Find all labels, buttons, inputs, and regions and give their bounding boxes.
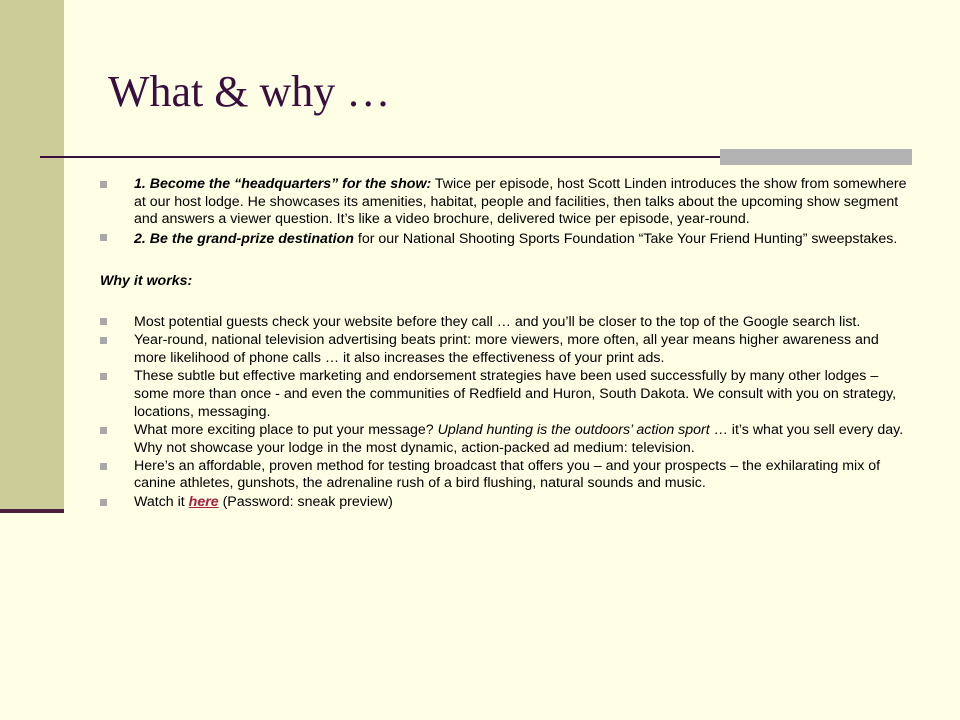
what-list: [100, 176, 912, 249]
left-decor-rule: [0, 509, 64, 513]
list-item: [100, 332, 912, 367]
item-text: Twice per episode, host Scott Linden introduces the show from somewhere at our host lodge. He showcases its amenities, habitat, people and facilities, then talks about the upcoming show segment and answers a viewer question. It’s like a video brochure, delivered twice per episode, year-round.: [134, 176, 907, 228]
list-item: [100, 368, 912, 421]
list-item: [100, 422, 912, 457]
item-lead: 2. Be the grand-prize destination: [134, 231, 354, 248]
slide-title: What & why …: [108, 67, 391, 116]
list-item: [100, 176, 912, 229]
item-text: These subtle but effective marketing and endorsement strategies have been used successfully by many other lodges – some more than once - and even the communities of Redfield and Huron, South Dakota. We consult with you on strategy, locations, messaging.: [134, 368, 897, 420]
item-lead: 1. Become the “headquarters” for the show:: [134, 176, 432, 192]
list-item: [100, 313, 912, 332]
title-accent-bar: [720, 149, 912, 165]
item-text: What more exciting place to put your message?: [134, 421, 438, 438]
item-italic-text: Upland hunting is the outdoors’ action sport: [437, 421, 710, 438]
item-text: Here’s an affordable, proven method for testing broadcast that offers you – and your prospects – the exhilarating mix of canine athletes, gunshots, the adrenaline rush of a bird flushing, natural sounds and music.: [134, 457, 881, 492]
item-text: Most potential guests check your website before they call … and you’ll be closer to the top of the Google search list.: [134, 313, 861, 330]
why-list: [100, 313, 912, 512]
list-item: [100, 229, 912, 249]
item-text: Year-round, national television advertising beats print: more viewers, more often, all year means higher awareness and more likelihood of phone calls … it also increases the effectiveness of your print ads.: [134, 332, 879, 367]
why-heading: Why it works:: [100, 273, 193, 290]
item-text: Watch it: [134, 493, 189, 510]
item-text: (Password: sneak preview): [218, 493, 393, 510]
watch-here-link[interactable]: here: [188, 493, 219, 510]
left-decor-band: [0, 0, 64, 510]
item-text: … it’s what you sell every day. Why not showcase your lodge in the most dynamic, action-packed ad medium: television.: [134, 421, 904, 456]
list-item: [100, 494, 912, 512]
item-text: for our National Shooting Sports Foundation “Take Your Friend Hunting” sweepstakes.: [353, 231, 898, 248]
list-item: [100, 458, 912, 493]
slide-body: [100, 176, 912, 512]
